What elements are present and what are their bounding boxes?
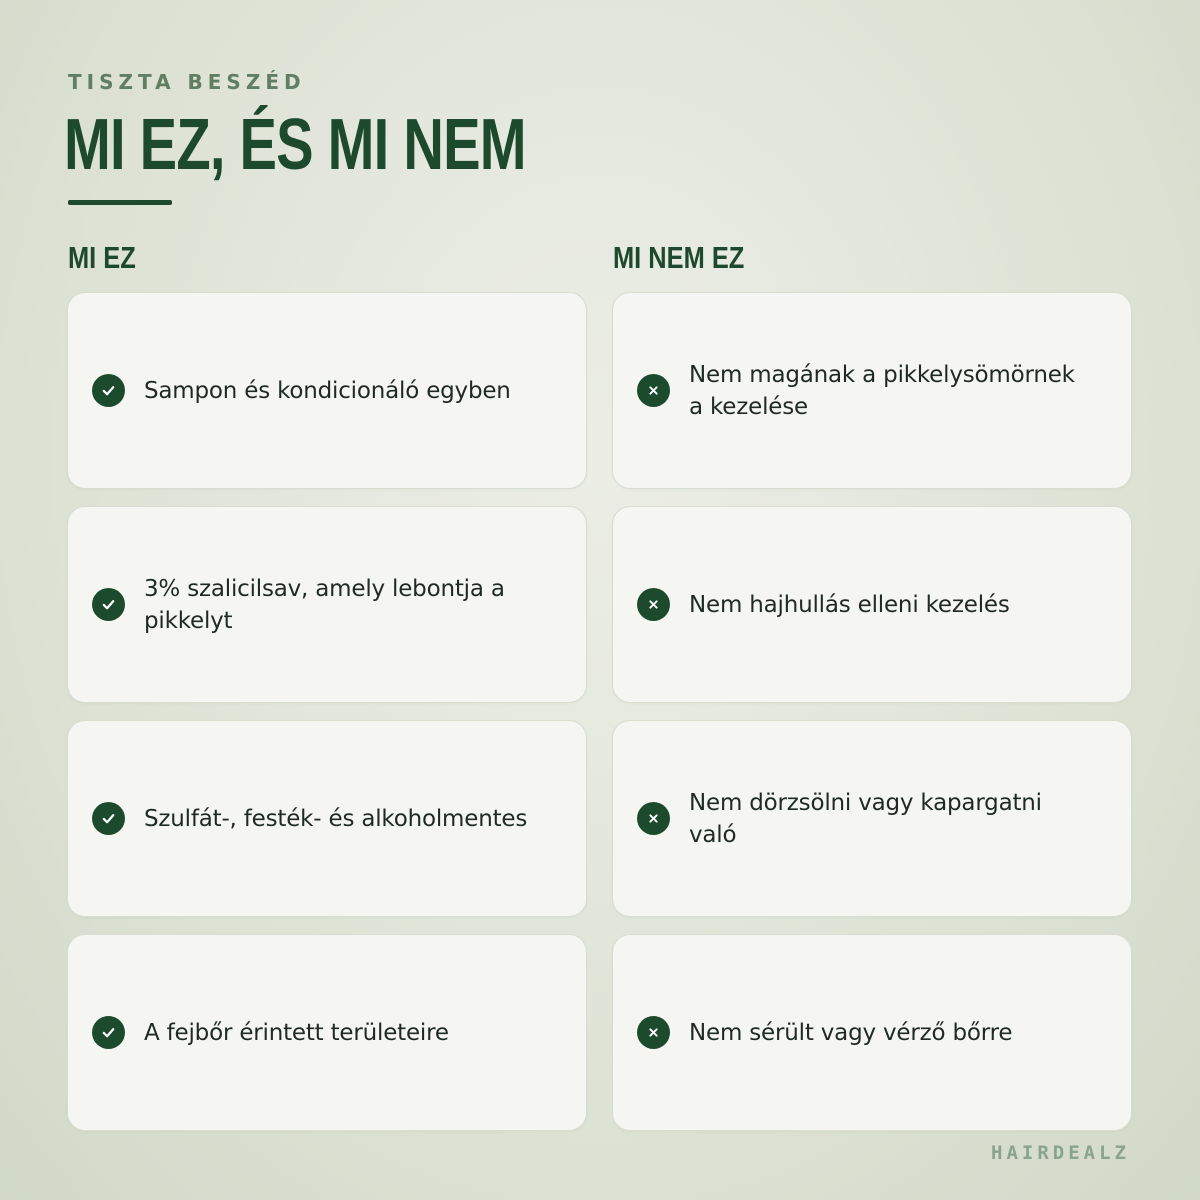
x-icon — [637, 588, 670, 621]
is-card-text: 3% szalicilsav, amely lebontja a pikkelyt — [144, 575, 505, 634]
column-heading-is-not: MI NEM EZ — [613, 240, 745, 275]
is-not-card-text: Nem magának a pikkelysömörnek a kezelése — [689, 361, 1075, 420]
is-not-card — [612, 720, 1132, 917]
is-card — [67, 506, 587, 703]
is-not-card-text: Nem sérült vagy vérző bőrre — [689, 1019, 1013, 1046]
brand-wordmark: HAIRDEALZ — [991, 1142, 1130, 1164]
is-not-card — [612, 506, 1132, 703]
eyebrow-label: TISZTA BESZÉD — [68, 70, 306, 94]
column-heading-is: MI EZ — [68, 240, 136, 275]
title-divider — [68, 200, 172, 205]
is-not-card-text: Nem dörzsölni vagy kapargatni való — [689, 789, 1042, 848]
is-column — [67, 292, 587, 1148]
check-icon — [92, 802, 125, 835]
check-icon — [92, 374, 125, 407]
is-not-card-text: Nem hajhullás elleni kezelés — [689, 591, 1010, 618]
check-icon — [92, 588, 125, 621]
check-icon — [92, 1016, 125, 1049]
page-title: MI EZ, ÉS MI NEM — [64, 105, 526, 185]
x-icon — [637, 1016, 670, 1049]
is-card-text: A fejbőr érintett területeire — [144, 1019, 449, 1046]
is-not-column — [612, 292, 1132, 1148]
is-card-text: Szulfát-, festék- és alkoholmentes — [144, 805, 528, 832]
x-icon — [637, 802, 670, 835]
is-card — [67, 934, 587, 1131]
is-not-card — [612, 934, 1132, 1131]
x-icon — [637, 374, 670, 407]
is-not-card — [612, 292, 1132, 489]
is-card — [67, 720, 587, 917]
is-card-text: Sampon és kondicionáló egyben — [144, 377, 511, 404]
is-card — [67, 292, 587, 489]
